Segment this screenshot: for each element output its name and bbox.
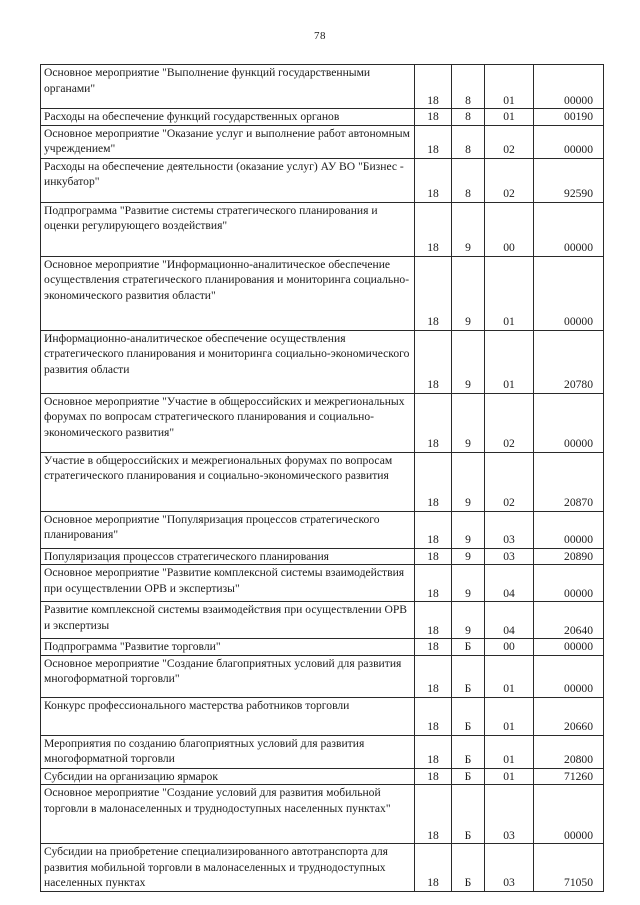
row-code-1-cell: 18 xyxy=(415,548,452,565)
row-code-1-cell: 18 xyxy=(415,697,452,735)
row-name-cell: Конкурс профессионального мастерства работников торговли xyxy=(41,697,415,735)
row-code-4-cell: 00000 xyxy=(534,65,604,109)
row-code-3-cell: 02 xyxy=(485,393,534,452)
row-code-2-cell: 9 xyxy=(452,548,485,565)
row-code-3-cell: 03 xyxy=(485,844,534,892)
row-name-cell: Развитие комплексной системы взаимодействия при осуществлении ОРВ и экспертизы xyxy=(41,602,415,639)
row-name-cell: Мероприятия по созданию благоприятных условий для развития многоформатной торговли xyxy=(41,735,415,768)
row-name-cell: Субсидии на организацию ярмарок xyxy=(41,768,415,785)
row-code-2-cell: Б xyxy=(452,768,485,785)
row-code-2-cell: 9 xyxy=(452,511,485,548)
table-row xyxy=(41,109,604,126)
table-row xyxy=(41,393,604,452)
row-name-cell: Основное мероприятие "Информационно-аналитическое обеспечение осуществления стратегического планирования и мониторинга социально-экономического развития области" xyxy=(41,256,415,330)
row-name-cell: Расходы на обеспечение функций государственных органов xyxy=(41,109,415,126)
table-row xyxy=(41,844,604,892)
table-row xyxy=(41,330,604,393)
row-name-cell: Основное мероприятие "Создание благоприятных условий для развития многоформатной торговли" xyxy=(41,655,415,697)
row-code-3-cell: 01 xyxy=(485,655,534,697)
row-code-4-cell: 71260 xyxy=(534,768,604,785)
row-name-cell: Популяризация процессов стратегического планирования xyxy=(41,548,415,565)
row-code-1-cell: 18 xyxy=(415,639,452,656)
row-code-4-cell: 20780 xyxy=(534,330,604,393)
row-code-2-cell: 8 xyxy=(452,65,485,109)
row-code-2-cell: 9 xyxy=(452,256,485,330)
row-code-2-cell: Б xyxy=(452,844,485,892)
row-name-cell: Информационно-аналитическое обеспечение осуществления стратегического планирования и мониторинга социально-экономического развития области xyxy=(41,330,415,393)
row-code-3-cell: 03 xyxy=(485,785,534,844)
row-code-3-cell: 00 xyxy=(485,639,534,656)
row-code-4-cell: 00000 xyxy=(534,785,604,844)
row-name-cell: Основное мероприятие "Участие в общероссийских и межрегиональных форумах по вопросам стратегического планирования и социально-экономического развития" xyxy=(41,393,415,452)
table-row xyxy=(41,735,604,768)
row-code-4-cell: 71050 xyxy=(534,844,604,892)
row-code-1-cell: 18 xyxy=(415,158,452,202)
row-code-3-cell: 00 xyxy=(485,202,534,256)
table-row xyxy=(41,548,604,565)
row-code-4-cell: 00000 xyxy=(534,565,604,602)
row-code-1-cell: 18 xyxy=(415,735,452,768)
budget-classification-table xyxy=(40,64,604,892)
row-code-1-cell: 18 xyxy=(415,602,452,639)
row-code-4-cell: 00000 xyxy=(534,511,604,548)
table-row xyxy=(41,256,604,330)
row-code-3-cell: 01 xyxy=(485,330,534,393)
table-row xyxy=(41,565,604,602)
table-row xyxy=(41,697,604,735)
table-row xyxy=(41,452,604,511)
row-code-1-cell: 18 xyxy=(415,393,452,452)
row-code-1-cell: 18 xyxy=(415,785,452,844)
row-name-cell: Подпрограмма "Развитие торговли" xyxy=(41,639,415,656)
row-code-2-cell: Б xyxy=(452,639,485,656)
table-row xyxy=(41,202,604,256)
row-name-cell: Основное мероприятие "Выполнение функций государственными органами" xyxy=(41,65,415,109)
table-body xyxy=(41,65,604,892)
row-code-4-cell: 00000 xyxy=(534,256,604,330)
row-code-2-cell: 8 xyxy=(452,125,485,158)
row-code-3-cell: 03 xyxy=(485,548,534,565)
row-name-cell: Расходы на обеспечение деятельности (оказание услуг) АУ ВО "Бизнес - инкубатор" xyxy=(41,158,415,202)
row-code-3-cell: 03 xyxy=(485,511,534,548)
row-code-2-cell: 9 xyxy=(452,202,485,256)
row-name-cell: Субсидии на приобретение специализированного автотранспорта для развития мобильной торговли в малонаселенных и труднодоступных населенных пунктах xyxy=(41,844,415,892)
row-code-1-cell: 18 xyxy=(415,125,452,158)
row-code-3-cell: 01 xyxy=(485,768,534,785)
row-name-cell: Основное мероприятие "Популяризация процессов стратегического планирования" xyxy=(41,511,415,548)
row-code-1-cell: 18 xyxy=(415,511,452,548)
row-code-3-cell: 01 xyxy=(485,697,534,735)
row-code-2-cell: 9 xyxy=(452,452,485,511)
row-code-4-cell: 20800 xyxy=(534,735,604,768)
table-row xyxy=(41,65,604,109)
row-code-3-cell: 02 xyxy=(485,125,534,158)
row-code-3-cell: 01 xyxy=(485,65,534,109)
row-code-2-cell: 8 xyxy=(452,109,485,126)
row-code-1-cell: 18 xyxy=(415,452,452,511)
row-code-2-cell: 9 xyxy=(452,330,485,393)
row-code-1-cell: 18 xyxy=(415,202,452,256)
row-code-1-cell: 18 xyxy=(415,768,452,785)
row-code-4-cell: 00000 xyxy=(534,202,604,256)
table-row xyxy=(41,639,604,656)
row-name-cell: Подпрограмма "Развитие системы стратегического планирования и оценки регулирующего воздействия" xyxy=(41,202,415,256)
table-row xyxy=(41,511,604,548)
table-row xyxy=(41,602,604,639)
table-row xyxy=(41,158,604,202)
row-code-3-cell: 01 xyxy=(485,735,534,768)
row-code-4-cell: 20640 xyxy=(534,602,604,639)
row-code-1-cell: 18 xyxy=(415,844,452,892)
row-code-1-cell: 18 xyxy=(415,655,452,697)
row-code-3-cell: 04 xyxy=(485,602,534,639)
table-row xyxy=(41,785,604,844)
row-code-2-cell: Б xyxy=(452,735,485,768)
row-code-3-cell: 01 xyxy=(485,256,534,330)
table-row xyxy=(41,125,604,158)
page-number: 78 xyxy=(314,30,326,42)
row-code-4-cell: 20870 xyxy=(534,452,604,511)
row-code-4-cell: 00190 xyxy=(534,109,604,126)
row-name-cell: Основное мероприятие "Создание условий для развития мобильной торговли в малонаселенных и труднодоступных населенных пунктах" xyxy=(41,785,415,844)
row-code-4-cell: 00000 xyxy=(534,655,604,697)
row-code-2-cell: Б xyxy=(452,655,485,697)
row-code-1-cell: 18 xyxy=(415,565,452,602)
row-code-2-cell: Б xyxy=(452,785,485,844)
row-name-cell: Основное мероприятие "Оказание услуг и выполнение работ автономным учреждением" xyxy=(41,125,415,158)
row-code-4-cell: 00000 xyxy=(534,639,604,656)
row-code-3-cell: 04 xyxy=(485,565,534,602)
row-code-4-cell: 20890 xyxy=(534,548,604,565)
row-code-4-cell: 00000 xyxy=(534,393,604,452)
row-name-cell: Основное мероприятие "Развитие комплексной системы взаимодействия при осуществлении ОРВ и экспертизы" xyxy=(41,565,415,602)
row-code-2-cell: 9 xyxy=(452,393,485,452)
row-code-1-cell: 18 xyxy=(415,109,452,126)
row-code-2-cell: 9 xyxy=(452,565,485,602)
row-code-2-cell: 9 xyxy=(452,602,485,639)
row-code-1-cell: 18 xyxy=(415,256,452,330)
row-code-4-cell: 00000 xyxy=(534,125,604,158)
row-code-4-cell: 20660 xyxy=(534,697,604,735)
row-name-cell: Участие в общероссийских и межрегиональных форумах по вопросам стратегического планирования и социально-экономического развития xyxy=(41,452,415,511)
row-code-2-cell: Б xyxy=(452,697,485,735)
table-row xyxy=(41,768,604,785)
row-code-4-cell: 92590 xyxy=(534,158,604,202)
row-code-3-cell: 01 xyxy=(485,109,534,126)
row-code-1-cell: 18 xyxy=(415,330,452,393)
row-code-3-cell: 02 xyxy=(485,158,534,202)
table-row xyxy=(41,655,604,697)
row-code-2-cell: 8 xyxy=(452,158,485,202)
row-code-3-cell: 02 xyxy=(485,452,534,511)
row-code-1-cell: 18 xyxy=(415,65,452,109)
